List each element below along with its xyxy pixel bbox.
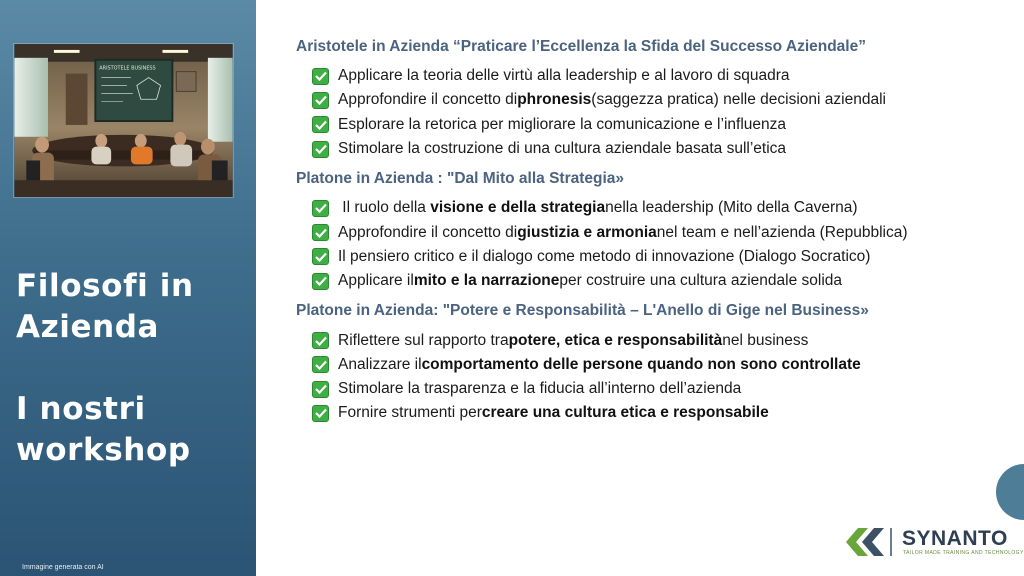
list-item: Stimolare la costruzione di una cultura aziendale basata sull’etica bbox=[312, 137, 1016, 161]
check-icon bbox=[312, 248, 329, 265]
section-items bbox=[312, 64, 1016, 161]
section-items bbox=[312, 196, 1016, 293]
decorative-circle bbox=[996, 464, 1024, 520]
list-item: Stimolare la trasparenza e la fiducia all’interno dell’azienda bbox=[312, 377, 1016, 401]
logo-tagline: TAILOR MADE TRAINING AND TECHNOLOGY bbox=[903, 550, 1024, 556]
sidebar-title-line: Azienda bbox=[16, 309, 160, 345]
list-item: Fornire strumenti per creare una cultura etica e responsabile bbox=[312, 401, 1016, 425]
list-item: Riflettere sul rapporto tra potere, etica e responsabilità nel business bbox=[312, 328, 1016, 352]
sidebar-title-line: I nostri bbox=[16, 391, 146, 427]
workshop-list bbox=[296, 36, 1016, 433]
check-icon bbox=[312, 200, 329, 217]
list-item: Applicare la teoria delle virtù alla leadership e al lavoro di squadra bbox=[312, 64, 1016, 88]
sidebar-title bbox=[16, 266, 246, 471]
section-items bbox=[312, 328, 1016, 425]
section-title: Platone in Azienda: "Potere e Responsabilità – L'Anello di Gige nel Business» bbox=[296, 302, 869, 320]
check-icon bbox=[312, 68, 329, 85]
philosophers-meeting-image bbox=[13, 43, 234, 198]
check-icon bbox=[312, 332, 329, 349]
check-icon bbox=[312, 405, 329, 422]
check-icon bbox=[312, 92, 329, 109]
list-item: Applicare il mito e la narrazione per costruire una cultura aziendale solida bbox=[312, 269, 1016, 293]
image-credit-note: Immagine generata con AI bbox=[22, 564, 104, 571]
sidebar-panel bbox=[0, 0, 256, 576]
synanto-logo bbox=[846, 525, 1024, 559]
list-item: Analizzare il comportamento delle persone quando non sono controllate bbox=[312, 353, 1016, 377]
check-icon bbox=[312, 116, 329, 133]
list-item: Esplorare la retorica per migliorare la comunicazione e l’influenza bbox=[312, 113, 1016, 137]
check-icon bbox=[312, 224, 329, 241]
check-icon bbox=[312, 141, 329, 158]
section-title: Platone in Azienda : "Dal Mito alla Strategia» bbox=[296, 170, 625, 188]
list-item: Il pensiero critico e il dialogo come metodo di innovazione (Dialogo Socratico) bbox=[312, 245, 1016, 269]
list-item: Approfondire il concetto di phronesis (saggezza pratica) nelle decisioni aziendali bbox=[312, 88, 1016, 112]
check-icon bbox=[312, 356, 329, 373]
logo-name: SYNANTO bbox=[902, 527, 1008, 550]
blackboard-text: ARISTOTELE BUSINESS bbox=[99, 65, 156, 72]
sidebar-title-line: Filosofi in bbox=[16, 268, 194, 304]
logo-mark-icon bbox=[846, 526, 896, 558]
check-icon bbox=[312, 273, 329, 290]
section-title: Aristotele in Azienda “Praticare l’Eccellenza la Sfida del Successo Aziendale” bbox=[296, 38, 866, 55]
list-item: Il ruolo della visione e della strategia nella leadership (Mito della Caverna) bbox=[312, 196, 1016, 220]
check-icon bbox=[312, 381, 329, 398]
list-item: Approfondire il concetto di giustizia e armonia nel team e nell’azienda (Repubblica) bbox=[312, 220, 1016, 244]
sidebar-title-line: workshop bbox=[16, 432, 191, 468]
